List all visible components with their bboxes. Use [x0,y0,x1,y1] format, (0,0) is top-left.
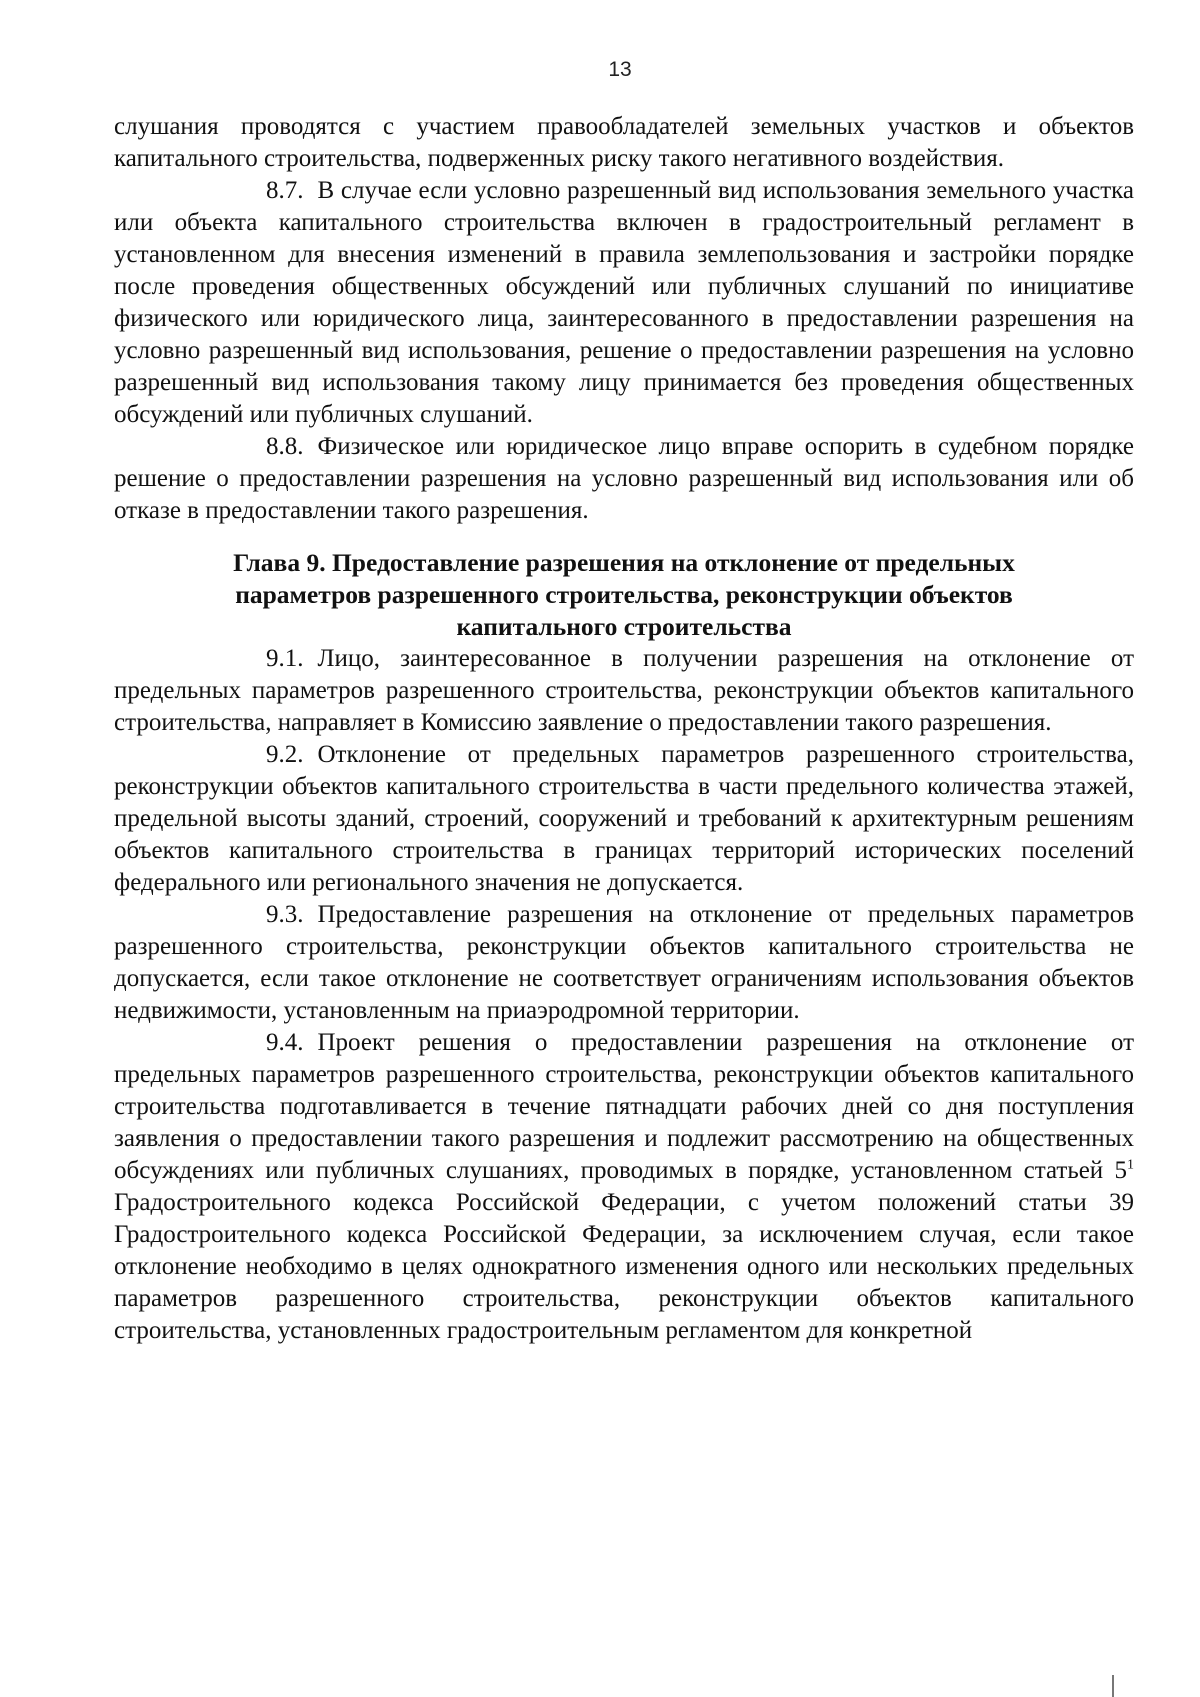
scan-edge-mark [1112,1675,1114,1697]
paragraph-8-8 [114,431,1134,527]
paragraph-text: Лицо, заинтересованное в получении разрешения на отклонение от предельных параметров разрешенного строительства, реконструкции объектов капитального строительства, направляет в Комиссию заявление о предоставлении такого разрешения. [114,645,1134,736]
paragraph-8-7 [114,175,1134,431]
chapter-9-title [114,547,1134,643]
paragraph-text: В случае если условно разрешенный вид использования земельного участка или объекта капитального строительства включен в градостроительный регламент в установленном для внесения изменений в правила землепользования и застройки порядке после проведения общественных обсуждений или публичных слушаний по инициативе физического или юридического лица, заинтересованного в предоставлении разрешения на условно разрешенный вид использования, решение о предоставлении разрешения на условно разрешенный вид использования такому лицу принимается без проведения общественных обсуждений или публичных слушаний. [114,177,1134,428]
paragraph-9-3 [114,899,1134,1027]
intro-paragraph: слушания проводятся с участием правообладателей земельных участков и объектов капитального строительства, подверженных риску такого негативного воздействия. [114,113,1134,172]
paragraph-text-continued: Градостроительного кодекса Российской Федерации, с учетом положений статьи 39 Градостроительного кодекса Российской Федерации, за исключением случая, если такое отклонение необходимо в целях однократного изменения одного или нескольких предельных параметров разрешенного строительства, реконструкции объектов капитального строительства, установленных градостроительным регламентом для конкретной [114,1189,1134,1344]
paragraph-text: Проект решения о предоставлении разрешения на отклонение от предельных параметров разрешенного строительства, реконструкции объектов капитального строительства подготавливается в течение пятнадцати рабочих дней со дня поступления заявления о предоставлении такого разрешения и подлежит рассмотрению на общественных обсуждениях или публичных слушаниях, проводимых в порядке, установленном статьей 5 [114,1029,1134,1184]
paragraph-number: 9.1. [266,645,304,672]
superscript: 1 [1127,1157,1134,1173]
paragraph-number: 8.8. [266,433,304,460]
paragraph-number: 9.2. [266,741,304,768]
paragraph-9-2 [114,739,1134,899]
paragraph-9-1 [114,643,1134,739]
paragraph-text: Физическое или юридическое лицо вправе оспорить в судебном порядке решение о предоставлении разрешения на условно разрешенный вид использования или об отказе в предоставлении такого разрешения. [114,433,1134,524]
page-number: 13 [608,58,632,81]
chapter-title-line: Глава 9. Предоставление разрешения на отклонение от предельных [233,548,1015,577]
paragraph-number: 9.3. [266,901,304,928]
chapter-title-line: параметров разрешенного строительства, реконструкции объектов [235,580,1013,609]
paragraph-9-4 [114,1027,1134,1347]
document-body [114,111,1134,1347]
paragraph-number: 9.4. [266,1029,304,1056]
paragraph-number: 8.7. [266,177,304,204]
paragraph-text: Отклонение от предельных параметров разрешенного строительства, реконструкции объектов капитального строительства в части предельного количества этажей, предельной высоты зданий, строений, сооружений и требований к архитектурным решениям объектов капитального строительства в границах территорий исторических поселений федерального или регионального значения не допускается. [114,741,1134,896]
paragraph-text: Предоставление разрешения на отклонение от предельных параметров разрешенного строительства, реконструкции объектов капитального строительства не допускается, если такое отклонение не соответствует ограничениям использования объектов недвижимости, установленным на приаэродромной территории. [114,901,1134,1024]
chapter-title-line: капитального строительства [456,612,792,641]
